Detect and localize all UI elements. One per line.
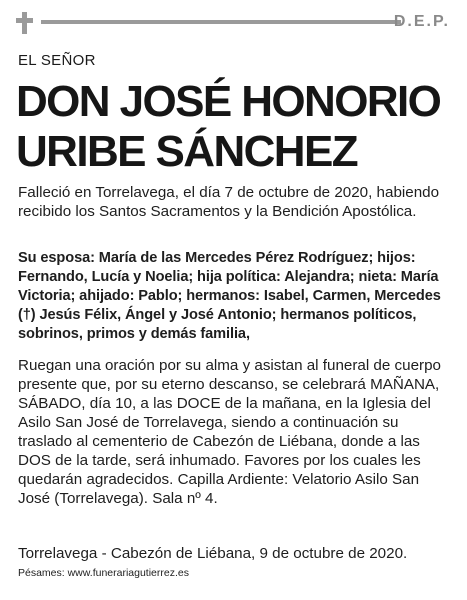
- header: [16, 12, 452, 34]
- place-date: Torrelavega - Cabezón de Liébana, 9 de octubre de 2020.: [18, 545, 408, 562]
- title-prefix: EL SEÑOR: [18, 52, 96, 69]
- condolences-link[interactable]: Pésames: www.funerariagutierrez.es: [18, 567, 189, 579]
- death-announcement: Falleció en Torrelavega, el día 7 de octubre de 2020, habiendo recibido los Santos Sacramentos y la Bendición Apostólica.: [18, 184, 440, 220]
- deceased-name-line2: URIBE SÁNCHEZ: [16, 127, 357, 176]
- header-rule: [41, 20, 401, 24]
- cross-icon: [16, 12, 33, 34]
- funeral-details: Ruegan una oración por su alma y asistan al funeral de cuerpo presente que, por su eterno descanso, se celebrará MAÑANA, SÁBADO, día 10, a las DOCE de la mañana, en la Iglesia del Asilo San José de Torrelavega, siendo a continuación su traslado al cementerio de Cabezón de Liébana, donde a las DOS de la tarde, será inhumado. Favores por los cuales les quedarán agradecidos. Capilla Ardiente: Velatorio Asilo San José (Torrelavega). Sala nº 4.: [18, 357, 441, 507]
- deceased-name-line1: DON JOSÉ HONORIO: [16, 77, 441, 126]
- family-list: Su esposa: María de las Mercedes Pérez Rodríguez; hijos: Fernando, Lucía y Noelia; hija política: Alejandra; nieta: María Victoria; ahijado: Pablo; hermanos: Isabel, Carmen, Mercedes (†) Jesús Félix, Ángel y José Antonio; hermanos políticos, sobrinos, primos y demás familia,: [18, 250, 441, 342]
- dep-label: D.E.P.: [393, 13, 450, 30]
- deceased-name: [16, 77, 456, 177]
